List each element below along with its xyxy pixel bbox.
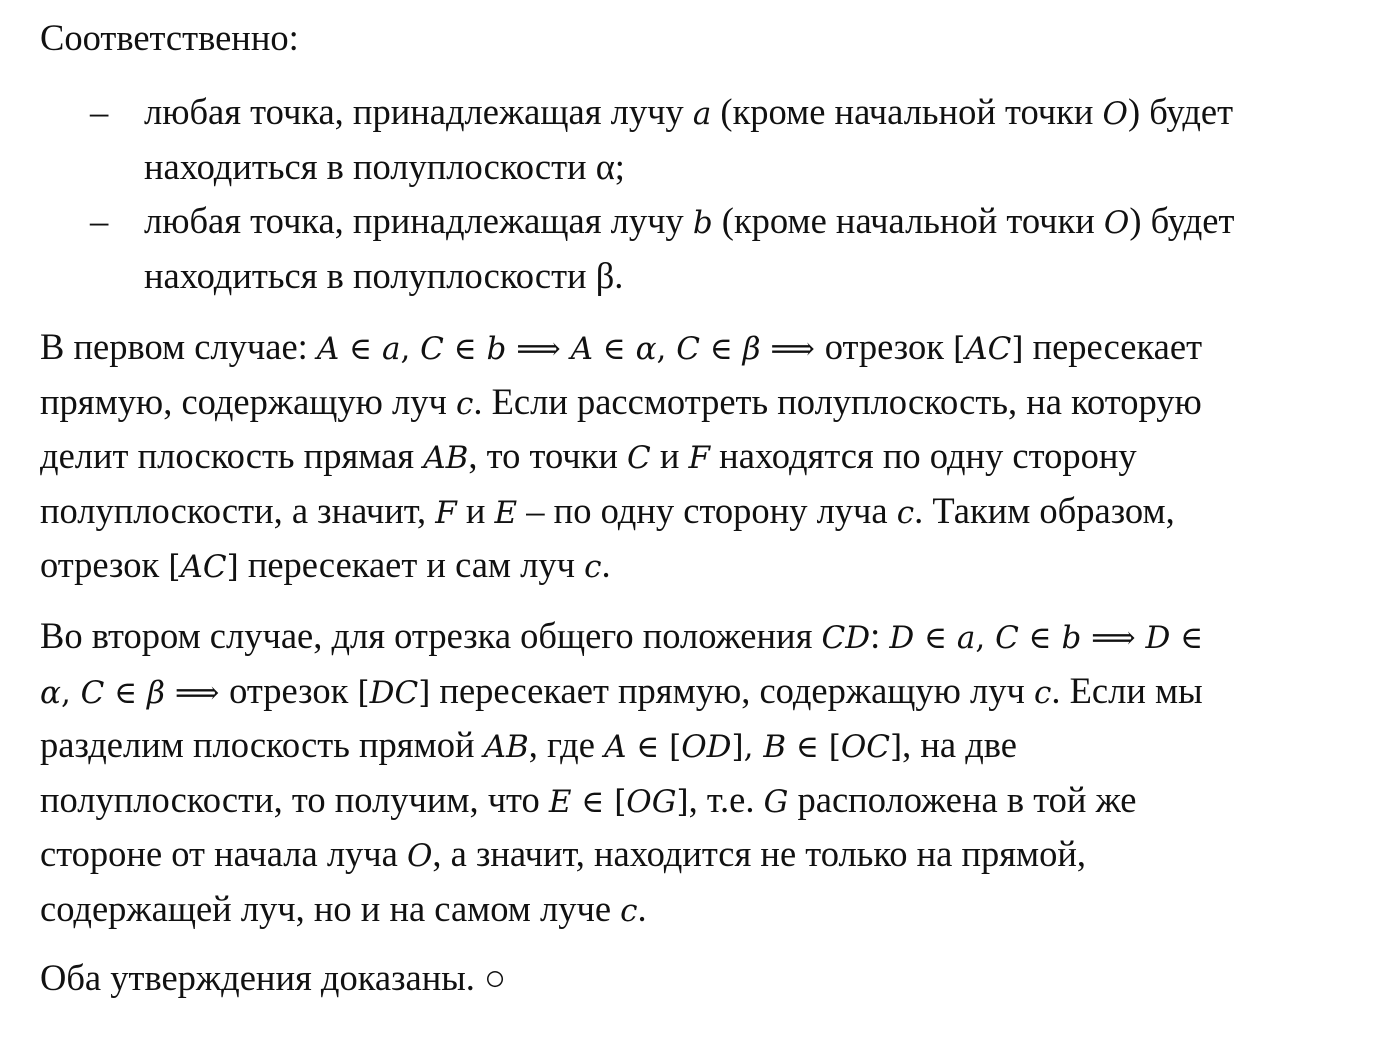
math-variable: C [80,675,105,711]
math-variable: α [40,675,61,711]
text-run: полуплоскости, а значит, [40,490,436,531]
text-run: находиться в полуплоскости α; [144,146,625,187]
math-variable: c [455,386,474,422]
list-item-1-line-2 [144,147,625,187]
text-run: : [870,615,890,656]
math-symbol: ] [890,729,903,765]
math-symbol: ⟹ [1081,620,1146,656]
math-variable: D [1145,620,1171,656]
paragraph-line [40,671,1203,711]
math-symbol: ∈ [ [626,729,682,765]
math-symbol: ∈ [1170,620,1204,656]
math-variable: c [620,893,638,929]
math-symbol: ], [731,729,764,765]
math-symbol: ] [226,549,239,585]
math-symbol: ∈ [ [571,784,627,820]
text-run: разделим плоскость прямой [40,724,484,765]
text-run: . [637,888,647,929]
math-symbol: ] [676,784,689,820]
math-variable: c [584,549,602,585]
text-run: , а значит, находится не только на прямой, [432,833,1087,874]
list-item-2-line-1 [144,201,1234,241]
math-symbol: ∈ [104,675,148,711]
text-run: – по одну сторону луча [517,490,897,531]
paragraph-line [40,834,1086,874]
math-variable: O [1102,96,1128,132]
math-variable: A [570,331,593,367]
math-symbol: ⟹ [164,675,230,711]
text-run: ) будет [1129,200,1235,241]
math-symbol: ∈ [ [786,729,841,765]
math-variable: G [763,784,789,820]
math-variable: F [435,495,457,531]
math-symbol: ] [1011,331,1024,367]
text-run: , на две [902,724,1018,765]
paragraph-line [40,780,1137,820]
text-run: . Таким образом, [914,490,1175,531]
text-run: и [650,435,689,476]
text-run: пересекает и сам луч [238,544,585,585]
math-variable: O [1103,205,1130,241]
text-run: Во втором случае, для отрезка общего положения [40,615,822,656]
math-symbol: ∈ [914,620,957,656]
math-variable: AB [483,729,529,765]
math-variable: C [627,440,651,476]
text-run: , где [528,724,605,765]
math-variable: D [889,620,915,656]
math-symbol: ⟹ [506,331,571,367]
text-run: полуплоскости, то получим, что [40,779,549,820]
text-run: находиться в полуплоскости β. [144,255,624,296]
math-variable: AC [965,331,1012,367]
paragraph-line [40,491,1175,531]
math-variable: CD [821,620,871,656]
math-variable: OC [840,729,890,765]
text-run: В первом случае: [40,326,317,367]
math-variable: O [406,838,433,874]
math-variable: AC [180,549,227,585]
math-variable: OG [626,784,677,820]
math-variable: C [676,331,700,367]
text-run: стороне от начала луча [40,833,407,874]
math-variable: β [147,675,165,711]
text-run: , то точки [468,435,627,476]
text-run: делит плоскость прямая [40,435,424,476]
math-symbol: ] [418,675,431,711]
math-variable: AB [423,440,469,476]
text-run: и [456,490,495,531]
math-variable: β [742,331,761,367]
math-variable: DC [369,675,419,711]
text-run: , т.е. [688,779,764,820]
math-variable: C [995,620,1019,656]
math-variable: E [548,784,572,820]
text-run: расположена в той же [788,779,1137,820]
math-symbol: [ [953,331,966,367]
math-variable: a [381,331,401,367]
math-variable: F [688,440,711,476]
math-variable: B [763,729,787,765]
text-run: содержащей луч, но и на самом луче [40,888,621,929]
text-run: (кроме начальной точки [711,91,1103,132]
paragraph-line [40,436,1137,476]
math-variable: A [604,729,627,765]
intro-text: Соответственно: [40,17,299,58]
text-run: отрезок [229,670,358,711]
paragraph-line [40,327,1202,367]
math-symbol: ⟹ [760,331,825,367]
conclusion-text: Оба утверждения доказаны. ○ [40,957,507,998]
math-variable: C [420,331,444,367]
paragraph-line [40,545,611,585]
math-variable: a [692,96,712,132]
math-variable: b [486,331,507,367]
text-run: прямую, содержащую луч [40,381,456,422]
text-run: отрезок [824,326,954,367]
math-variable: A [316,331,340,367]
list-dash: – [90,91,109,132]
text-run: . Если мы [1051,670,1203,711]
math-symbol: , [400,331,421,367]
math-variable: α [635,331,657,367]
text-run: отрезок [40,544,169,585]
paragraph-line [40,889,647,929]
math-symbol: ∈ [443,331,487,367]
math-symbol: ∈ [339,331,382,367]
text-run: любая точка, принадлежащая лучу [144,200,693,241]
list-item-1-line-1 [144,92,1233,132]
math-variable: E [494,495,518,531]
text-run: любая точка, принадлежащая лучу [144,91,693,132]
text-run: пересекает [1023,326,1203,367]
paragraph-line [40,616,1203,656]
math-variable: b [692,205,713,241]
text-run: . Если рассмотреть полуплоскость, на которую [473,381,1202,422]
math-symbol: ∈ [592,331,636,367]
text-run: ) будет [1127,91,1234,132]
math-symbol: , [975,620,996,656]
math-symbol: , [60,675,81,711]
list-item-2-line-2 [144,256,623,296]
text-run: (кроме начальной точки [712,200,1104,241]
text-run: находятся по одну сторону [710,435,1137,476]
math-variable: c [896,495,915,531]
list-dash: – [90,200,109,241]
text-run: . [601,544,611,585]
math-symbol: [ [357,675,370,711]
math-symbol: [ [168,549,181,585]
math-symbol: ∈ [700,331,743,367]
math-variable: OD [681,729,732,765]
math-symbol: , [656,331,677,367]
paragraph-line [40,725,1017,765]
text-run: пересекает прямую, содержащую луч [430,670,1034,711]
paragraph-line [40,382,1202,422]
math-variable: a [956,620,976,656]
math-variable: c [1034,675,1052,711]
math-variable: b [1061,620,1082,656]
math-symbol: ∈ [1018,620,1062,656]
